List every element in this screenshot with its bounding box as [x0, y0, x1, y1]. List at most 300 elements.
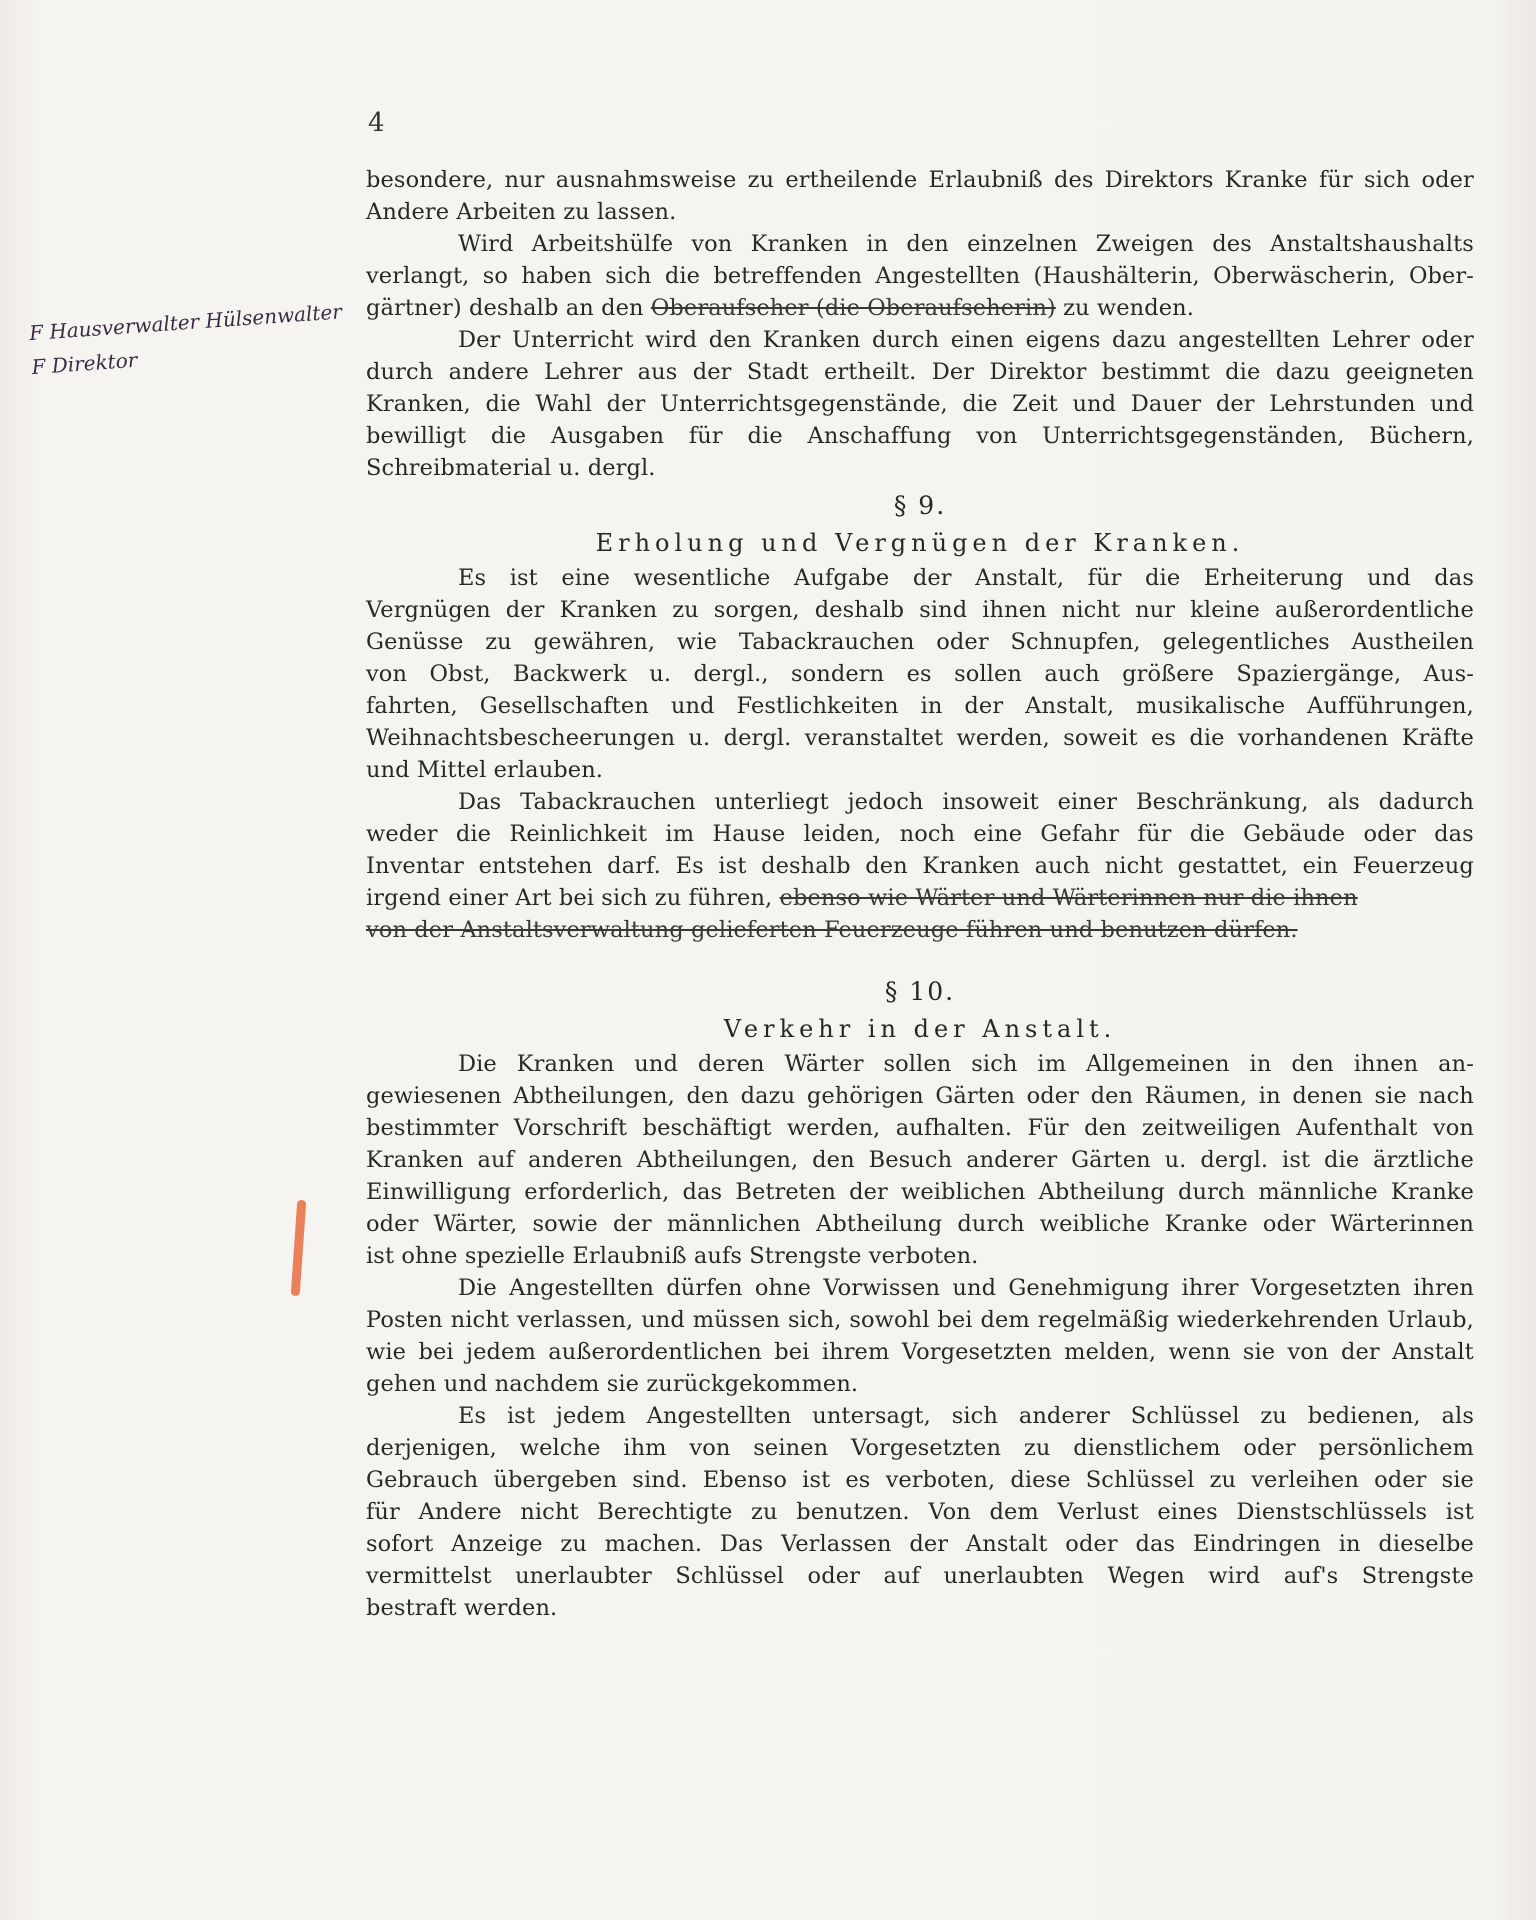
body-text — [366, 164, 1474, 1624]
word: nicht — [1104, 853, 1164, 879]
word: die — [485, 391, 521, 417]
text-line — [366, 1560, 1474, 1592]
word: eigens — [1025, 327, 1101, 353]
word: Abtheilungen, — [513, 1083, 675, 1109]
section-heading: Verkehr in der Anstalt. — [723, 1015, 1117, 1043]
word: Kranke — [1164, 1211, 1248, 1237]
word: es — [1151, 725, 1177, 751]
word: Anschaffung — [807, 423, 952, 449]
word: u. — [688, 725, 711, 751]
word: Abtheilung — [816, 1211, 943, 1237]
word: sie — [1242, 1339, 1276, 1365]
word: Kranken — [750, 231, 849, 257]
word: Vorwissen — [823, 1275, 941, 1301]
word: Kranken — [516, 1051, 615, 1077]
word: in — [1338, 1531, 1361, 1557]
word: ihm — [623, 1435, 667, 1461]
word: Spaziergänge, — [1236, 661, 1402, 687]
word: Stadt — [746, 359, 809, 385]
word: Zeit — [1012, 391, 1058, 417]
text-line — [366, 690, 1474, 722]
word: es — [845, 1467, 871, 1493]
word: Anstaltshaushalts — [1270, 231, 1474, 257]
word: machen. — [604, 1531, 703, 1557]
text-line — [366, 1528, 1474, 1560]
word: bedienen, — [1307, 1403, 1421, 1429]
word: Kranken — [922, 853, 1021, 879]
text-line — [366, 356, 1474, 388]
word: sie — [1441, 1467, 1474, 1493]
text-line — [366, 818, 1474, 850]
text-line-with-strike — [366, 882, 1474, 914]
word: Der — [931, 359, 975, 385]
word: Direktors — [1104, 167, 1214, 193]
page-number: 4 — [368, 108, 385, 138]
word: oder — [1026, 1083, 1079, 1109]
word: Gebrauch — [366, 1467, 479, 1493]
word: den — [708, 327, 752, 353]
word: der — [849, 1179, 888, 1205]
word: Kranken — [559, 597, 658, 623]
word: Kräfte — [1401, 725, 1474, 751]
word: außerordentliche — [1274, 597, 1474, 623]
word: sollen — [883, 1051, 952, 1077]
word: werden, — [786, 1115, 881, 1141]
word: Wärter — [784, 1051, 864, 1077]
word: sich — [951, 1403, 998, 1429]
word: bei — [937, 1307, 973, 1333]
text-line — [366, 1464, 1474, 1496]
word: Räumen, — [1144, 1083, 1248, 1109]
word: Gärten — [1071, 1147, 1151, 1173]
word: oder — [807, 1563, 860, 1589]
word: und — [952, 1275, 997, 1301]
word: Vorgesetzten — [901, 1339, 1052, 1365]
word: die — [1225, 359, 1261, 385]
word: Anzeige — [451, 1531, 543, 1557]
word: den — [1090, 1083, 1134, 1109]
word: untersagt, — [812, 1403, 931, 1429]
word: Wird — [458, 231, 514, 257]
word: Von — [928, 1499, 971, 1525]
word: dergl. — [723, 725, 792, 751]
word: Genüsse — [366, 629, 464, 655]
word: oder — [366, 1211, 419, 1237]
word: Angestellten — [875, 263, 1021, 289]
word: oder — [1363, 821, 1416, 847]
word: ist — [1282, 1147, 1311, 1173]
word: oder — [1421, 167, 1474, 193]
word: Anstalt — [965, 1531, 1048, 1557]
word: weder — [366, 821, 438, 847]
word: des — [1053, 167, 1094, 193]
word: (Haushälterin, — [1033, 263, 1200, 289]
word: darf. — [607, 853, 661, 879]
word: zu — [751, 1499, 778, 1525]
word: auch — [1034, 853, 1091, 879]
word: Reinlichkeit — [509, 821, 648, 847]
word: Dauer — [1130, 391, 1202, 417]
word: Oberwäscherin, — [1213, 263, 1396, 289]
word: sich — [1364, 167, 1411, 193]
word: angestellten — [1178, 327, 1321, 353]
word: unerlaubten — [943, 1563, 1084, 1589]
word: nur — [504, 167, 545, 193]
word: von — [1287, 1339, 1329, 1365]
word: noch — [899, 821, 956, 847]
word: Schlüssel — [1130, 1403, 1240, 1429]
word: Andere — [418, 1499, 502, 1525]
word: Eindringen — [1192, 1531, 1322, 1557]
word: u. — [1164, 1147, 1187, 1173]
word: wird — [645, 327, 698, 353]
word: Zweigen — [1095, 231, 1195, 257]
word: aufhalten. — [895, 1115, 1013, 1141]
word: sorgen, — [713, 597, 800, 623]
word: gestattet, — [1177, 853, 1288, 879]
word: u. — [649, 661, 672, 687]
text-line-with-strike — [366, 292, 1474, 324]
word: ihrem — [821, 1339, 890, 1365]
word: des — [1212, 231, 1252, 257]
text-line — [366, 1144, 1474, 1176]
word: deren — [697, 1051, 765, 1077]
word: für — [1087, 565, 1122, 591]
word: Lehrstunden — [1269, 391, 1416, 417]
word: durch — [871, 327, 940, 353]
word: zu — [1023, 1435, 1051, 1461]
word: sind — [919, 597, 968, 623]
text-line — [366, 594, 1474, 626]
word: Verlassen — [780, 1531, 892, 1557]
word: Kranken — [366, 1147, 464, 1173]
word: oder — [1243, 1435, 1296, 1461]
word: Gebäude — [1243, 821, 1346, 847]
word: bei — [774, 1339, 810, 1365]
word: von — [1432, 1115, 1474, 1141]
word: ihnen — [982, 597, 1047, 623]
word: Verlust — [1057, 1499, 1139, 1525]
word: leiden, — [803, 821, 882, 847]
text-line: ist ohne spezielle Erlaubniß aufs Strengste verboten. — [366, 1243, 979, 1269]
word: nicht — [520, 1499, 579, 1525]
struck-text: ebenso wie Wärter und Wärterinnen nur die ihnen — [779, 885, 1358, 911]
word: Kranke — [1224, 167, 1308, 193]
word: von — [689, 1435, 731, 1461]
word: die — [1145, 565, 1181, 591]
text-line — [366, 1304, 1474, 1336]
word: sie — [1374, 1083, 1407, 1109]
text-line — [366, 324, 1474, 356]
word: bewilligt — [366, 423, 467, 449]
word: Angestellten — [646, 1403, 792, 1429]
word: Backwerk — [512, 661, 627, 687]
word: für — [1137, 821, 1172, 847]
word: männlichen — [666, 1211, 801, 1237]
word: deshalb — [761, 853, 851, 879]
word: Weihnachtsbescheerungen — [366, 725, 676, 751]
word: den — [812, 1147, 855, 1173]
word: Einwilligung — [366, 1179, 512, 1205]
word: der — [612, 1211, 652, 1237]
word: dazu — [740, 1083, 796, 1109]
word: Anstalt — [1392, 1339, 1474, 1365]
word: werden, — [956, 725, 1050, 751]
word: Vorgesetzten — [1250, 1275, 1401, 1301]
word: gehörigen — [806, 1083, 924, 1109]
section-number: § 10. — [884, 977, 956, 1006]
word: vermittelst — [366, 1563, 492, 1589]
word: dürfen — [666, 1275, 743, 1301]
text-line — [366, 1336, 1474, 1368]
word: nur — [1135, 597, 1176, 623]
word: gewähren, — [533, 629, 656, 655]
word: Aus- — [1423, 661, 1474, 687]
word: seinen — [753, 1435, 829, 1461]
word: Feuerzeug — [1352, 853, 1474, 879]
word: sofort — [366, 1531, 434, 1557]
word: Anstalt, — [1025, 693, 1115, 719]
word: der — [964, 693, 1004, 719]
text-line — [366, 164, 1474, 196]
word: der — [1215, 391, 1255, 417]
word: Kranken, — [366, 391, 471, 417]
word: und — [1430, 391, 1474, 417]
word: ist — [802, 1467, 831, 1493]
word: Kranke — [1390, 1179, 1474, 1205]
margin-note-line: F Direktor — [30, 347, 138, 380]
margin-note-line: F Hausverwalter Hülsenwalter — [28, 299, 343, 346]
word: ihrer — [1181, 1275, 1239, 1301]
word: Aufführungen, — [1307, 693, 1474, 719]
word: gewiesenen — [366, 1083, 502, 1109]
word: dem — [989, 1499, 1039, 1525]
text-line — [366, 786, 1474, 818]
word: die — [962, 391, 998, 417]
text-line — [366, 1432, 1474, 1464]
text-line — [366, 260, 1474, 292]
word: Urlaub, — [1386, 1307, 1474, 1333]
word: Unterrichtsgegenständen, — [1042, 423, 1345, 449]
word: Schlüssel — [1085, 1467, 1195, 1493]
word: Obst, — [429, 661, 491, 687]
word: oder — [1421, 327, 1474, 353]
word: Aufenthalt — [1296, 1115, 1418, 1141]
word: den — [1291, 1051, 1334, 1077]
word: zu — [1209, 1467, 1237, 1493]
word: welche — [519, 1435, 601, 1461]
word: durch — [957, 1211, 1025, 1237]
word: Wärter, — [433, 1211, 518, 1237]
word: Ebenso — [702, 1467, 788, 1493]
text-line: Schreibmaterial u. dergl. — [366, 455, 656, 481]
text-line: Andere Arbeiten zu lassen. — [366, 199, 677, 225]
word: verlassen, — [516, 1307, 634, 1333]
text-line — [366, 658, 1474, 690]
word: dergl., — [693, 661, 769, 687]
word: zu — [672, 597, 699, 623]
word: ist — [509, 565, 538, 591]
word: Das — [719, 1531, 764, 1557]
word: entstehen — [478, 853, 593, 879]
text-line — [366, 1112, 1474, 1144]
word: auch — [1044, 661, 1100, 687]
word: Lehrer — [1331, 327, 1410, 353]
word: dienstlichem — [1073, 1435, 1221, 1461]
word: anderer — [966, 1147, 1058, 1173]
word: beschäftigt — [642, 1115, 772, 1141]
text-segment: zu wenden. — [1063, 295, 1194, 321]
word: dazu — [1112, 327, 1167, 353]
text-line — [366, 1176, 1474, 1208]
text-line: und Mittel erlauben. — [366, 757, 604, 783]
word: sondern — [790, 661, 885, 687]
word: derjenigen, — [366, 1435, 497, 1461]
word: vorhandenen — [1237, 725, 1389, 751]
word: die — [664, 263, 701, 289]
word: zeitweiligen — [1142, 1115, 1282, 1141]
word: Gesellschaften — [479, 693, 649, 719]
word: als — [1327, 789, 1360, 815]
word: und — [1367, 565, 1411, 591]
word: Die — [458, 1051, 497, 1077]
word: unerlaubter — [515, 1563, 652, 1589]
word: einzelnen — [967, 231, 1078, 257]
struck-text: Oberaufseher (die Oberaufseherin) — [650, 295, 1056, 321]
word: Wegen — [1107, 1563, 1185, 1589]
word: Berechtigte — [597, 1499, 733, 1525]
word: für — [688, 423, 723, 449]
word: die — [1324, 1147, 1360, 1173]
word: dieselbe — [1378, 1531, 1474, 1557]
word: männliche — [1258, 1179, 1378, 1205]
word: nicht — [450, 1307, 509, 1333]
word: bestimmt — [1101, 359, 1210, 385]
word: Gärten — [935, 1083, 1015, 1109]
word: ärztliche — [1373, 1147, 1474, 1173]
word: Inventar — [366, 853, 464, 879]
word: ausnahmsweise — [555, 167, 737, 193]
word: so — [482, 263, 508, 289]
word: im — [1037, 1051, 1067, 1077]
word: wie — [366, 1339, 407, 1365]
text-line — [366, 1048, 1474, 1080]
word: das — [1135, 1531, 1176, 1557]
word: für — [366, 1499, 400, 1525]
word: aus — [637, 359, 678, 385]
text-segment: gärtner) deshalb an den — [366, 295, 644, 321]
text-line — [366, 388, 1474, 420]
word: soweit — [1063, 725, 1138, 751]
word: nach — [1418, 1083, 1474, 1109]
word: oder — [1374, 1467, 1427, 1493]
word: Es — [458, 1403, 487, 1429]
word: dem — [980, 1307, 1030, 1333]
text-line — [366, 1496, 1474, 1528]
word: die — [1189, 821, 1225, 847]
word: fahrten, — [366, 693, 458, 719]
word: Allgemeinen — [1086, 1051, 1230, 1077]
word: Tabackrauchen — [738, 629, 915, 655]
word: Besuch — [868, 1147, 953, 1173]
word: besondere, — [366, 167, 494, 193]
word: einer — [1057, 789, 1118, 815]
word: musikalische — [1136, 693, 1286, 719]
word: Kranken — [762, 327, 861, 353]
word: Unterricht — [511, 327, 634, 353]
section-number: § 9. — [893, 491, 947, 520]
word: Vergnügen — [366, 597, 491, 623]
word: Abtheilung — [1038, 1179, 1165, 1205]
word: ihnen — [1353, 1051, 1419, 1077]
word: anderer — [1018, 1403, 1110, 1429]
text-line — [366, 722, 1474, 754]
word: wenn — [1168, 1339, 1231, 1365]
word: zu — [1260, 1403, 1287, 1429]
word: haben — [521, 263, 592, 289]
word: die — [747, 423, 783, 449]
word: Hause — [712, 821, 786, 847]
word: auf's — [1283, 1563, 1339, 1589]
word: Vorschrift — [513, 1115, 628, 1141]
word: dergl. — [1200, 1147, 1269, 1173]
word: Direktor — [989, 359, 1087, 385]
word: nicht — [1061, 597, 1121, 623]
word: ertheilende — [785, 167, 918, 193]
word: wesentliche — [633, 565, 771, 591]
section-heading: Erholung und Vergnügen der Kranken. — [595, 529, 1245, 557]
word: insoweit — [942, 789, 1039, 815]
word: melden, — [1064, 1339, 1157, 1365]
word: Erlaubniß — [928, 167, 1043, 193]
word: in — [1258, 1083, 1281, 1109]
word: Aufgabe — [793, 565, 890, 591]
word: Wahl — [535, 391, 592, 417]
word: unterliegt — [714, 789, 829, 815]
text-line — [366, 1080, 1474, 1112]
word: zu — [485, 629, 512, 655]
red-pencil-mark — [291, 1200, 307, 1296]
text-line — [366, 420, 1474, 452]
word: im — [665, 821, 695, 847]
word: auf — [477, 1147, 515, 1173]
word: Festlichkeiten — [736, 693, 899, 719]
word: wie — [676, 629, 717, 655]
word: und — [641, 1307, 685, 1333]
struck-text: von der Anstaltsverwaltung gelieferten Feuerzeuge führen und benutzen dürfen. — [366, 917, 1298, 943]
word: ist — [718, 853, 747, 879]
word: durch — [366, 359, 434, 385]
word: durch — [1177, 1179, 1246, 1205]
word: und — [1072, 391, 1117, 417]
word: oder — [1262, 1211, 1316, 1237]
word: wiederkehrenden — [1176, 1307, 1379, 1333]
word: der — [606, 391, 646, 417]
word: erforderlich, — [524, 1179, 670, 1205]
word: persönlichem — [1318, 1435, 1474, 1461]
word: die — [455, 821, 492, 847]
word: weibliche — [1039, 1211, 1150, 1237]
word: Schlüssel — [675, 1563, 785, 1589]
word: Genehmigung — [1008, 1275, 1170, 1301]
word: ohne — [754, 1275, 812, 1301]
word: den — [906, 231, 949, 257]
struck-line — [366, 914, 1474, 946]
text-line — [366, 1208, 1474, 1240]
word: in — [920, 693, 943, 719]
word: sowohl — [849, 1307, 930, 1333]
text-line: gehen und nachdem sie zurückgekommen. — [366, 1371, 859, 1397]
